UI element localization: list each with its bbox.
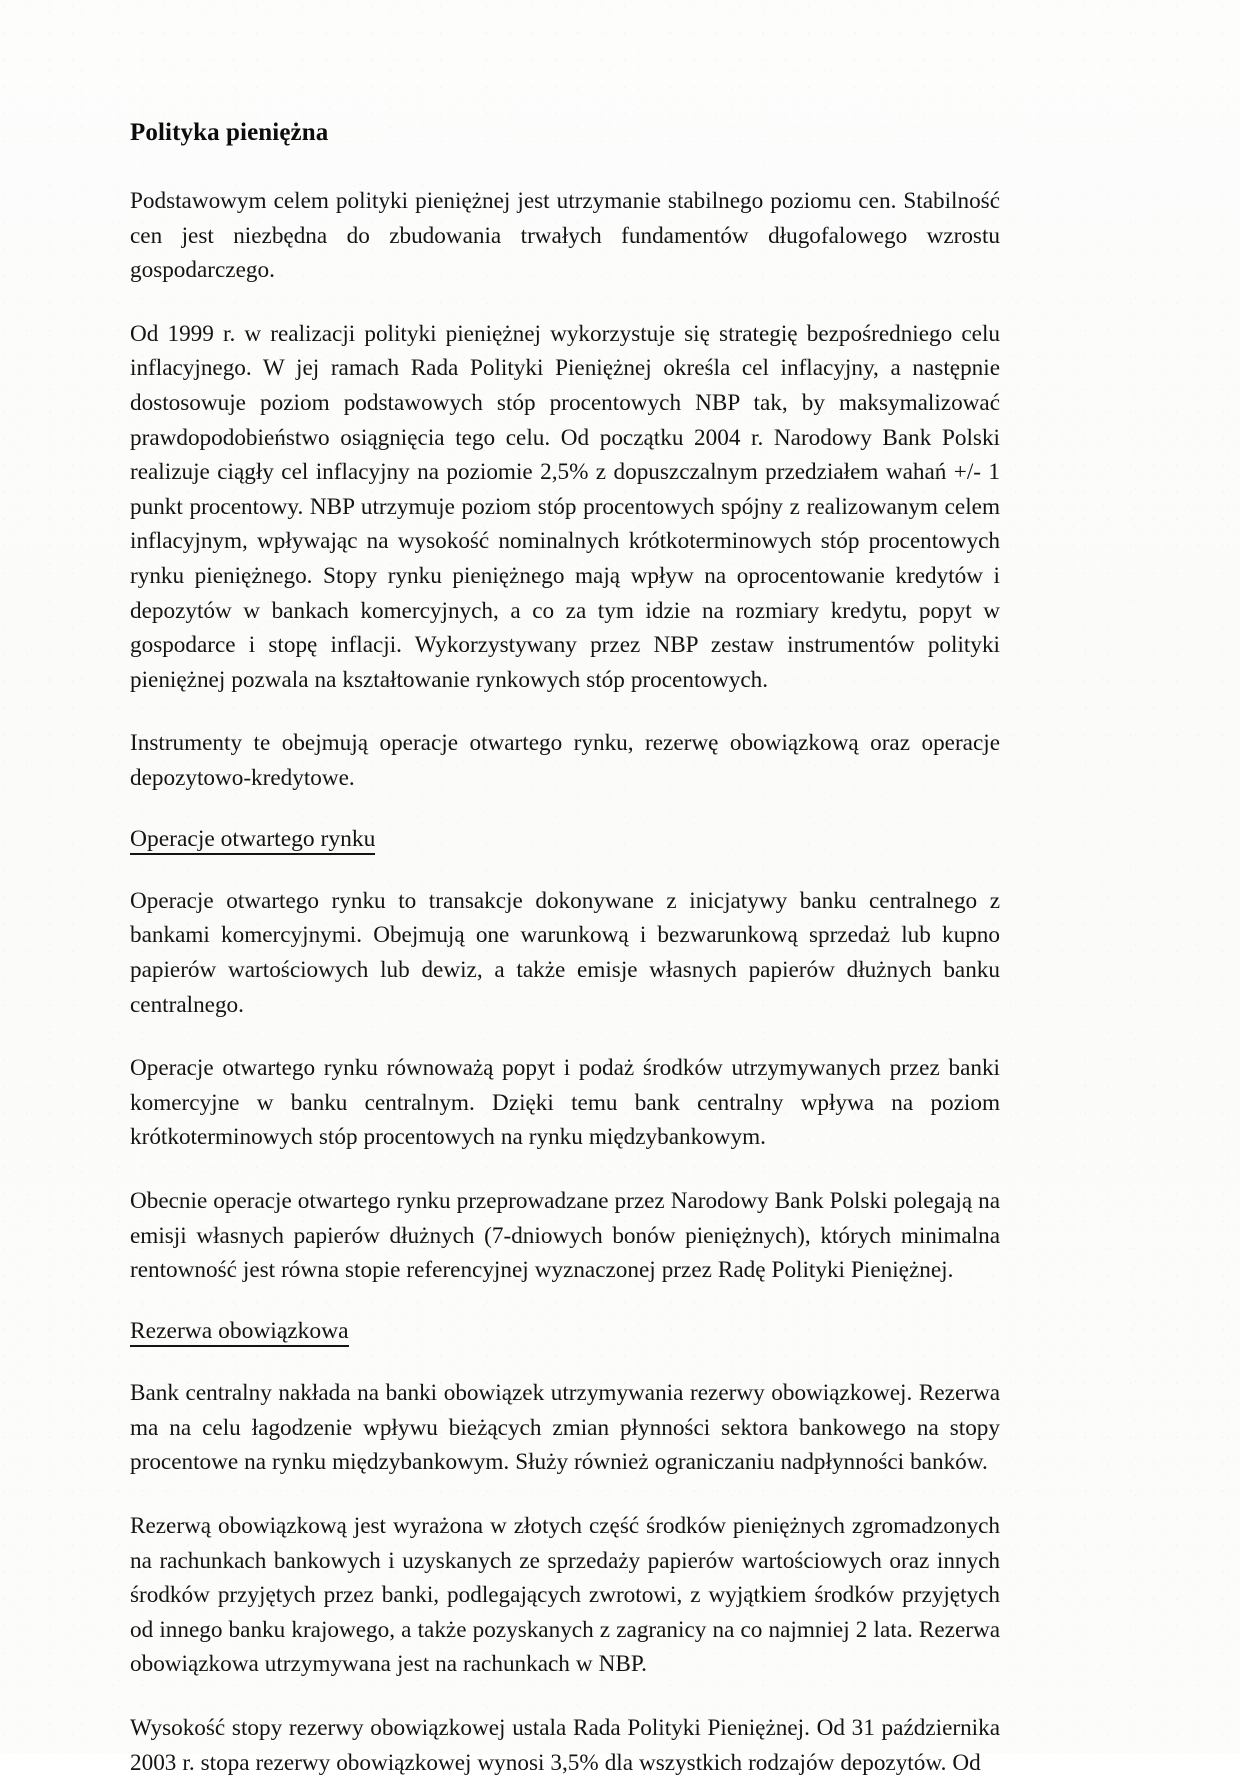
paragraph-reserve-purpose: Bank centralny nakłada na banki obowiązek utrzymywania rezerwy obowiązkowej. Rezerwa ma na celu łagodzenie wpływu bieżących zmian płynności sektora bankowego na stopy procentowe na rynku międzybankowym. Służy również ograniczaniu nadpłynności banków. — [130, 1380, 1000, 1476]
paragraph-inflation-targeting-strategy: Od 1999 r. w realizacji polityki pieniężnej wykorzystuje się strategię bezpośredniego celu inflacyjnego. W jej ramach Rada Polityki Pieniężnej określa cel inflacyjny, a następnie dostosowuje poziom podstawowych stóp procentowych NBP tak, by maksymalizować prawdopodobieństwo osiągnięcia tego celu. Od początku 2004 r. Narodowy Bank Polski realizuje ciągły cel inflacyjny na poziomie 2,5% z dopuszczalnym przedziałem wahań +/- 1 punkt procentowy. NBP utrzymuje poziom stóp procentowych spójny z realizowanym celem inflacyjnym, wpływając na wysokość nominalnych krótkoterminowych stóp procentowych rynku pieniężnego. Stopy rynku pieniężnego mają wpływ na oprocentowanie kredytów i depozytów w bankach komercyjnych, a co za tym idzie na rozmiary kredytu, popyt w gospodarce i stopę inflacji. Wykorzystywany przez NBP zestaw instrumentów polityki pieniężnej pozwala na kształtowanie rynkowych stóp procentowych. — [130, 320, 1000, 693]
paragraph-open-market-definition: Operacje otwartego rynku to transakcje dokonywane z inicjatywy banku centralnego z bankami komercyjnymi. Obejmują one warunkową i bezwarunkową sprzedaż lub kupno papierów wartościowych lub dewiz, a także emisje własnych papierów dłużnych banku centralnego. — [130, 887, 1000, 1018]
section-heading-required-reserve — [130, 1317, 1000, 1346]
paragraph-instruments-overview: Instrumenty te obejmują operacje otwartego rynku, rezerwę obowiązkową oraz operacje depozytowo-kredytowe. — [130, 730, 1000, 791]
section-heading-required-reserve-label: Rezerwa obowiązkowa — [130, 1318, 349, 1347]
paragraph-reserve-definition: Rezerwą obowiązkową jest wyrażona w złotych część środków pieniężnych zgromadzonych na rachunkach bankowych i uzyskanych ze sprzedaży papierów wartościowych oraz innych środków przyjętych przez banki, podlegających zwrotowi, z wyjątkiem środków przyjętych od innego banku krajowego, a także pozyskanych z zagranicy na co najmniej 2 lata. Rezerwa obowiązkowa utrzymywana jest na rachunkach w NBP. — [130, 1512, 1000, 1678]
section-heading-open-market-operations — [130, 825, 1000, 854]
section-heading-open-market-operations-label: Operacje otwartego rynku — [130, 826, 375, 855]
paragraph-reserve-rate: Wysokość stopy rezerwy obowiązkowej ustala Rada Polityki Pieniężnej. Od 31 października 2003 r. stopa rezerwy obowiązkowej wynosi 3,5% dla wszystkich rodzajów depozytów. Od — [130, 1714, 1000, 1776]
paragraph-open-market-current-practice: Obecnie operacje otwartego rynku przeprowadzane przez Narodowy Bank Polski polegają na emisji własnych papierów dłużnych (7-dniowych bonów pieniężnych), których minimalna rentowność jest równa stopie referencyjnej wyznaczonej przez Radę Polityki Pieniężnej. — [130, 1188, 1000, 1284]
page-title: Polityka pieniężna — [130, 119, 329, 146]
paragraph-intro-price-stability: Podstawowym celem polityki pieniężnej jest utrzymanie stabilnego poziomu cen. Stabilność cen jest niezbędna do zbudowania trwałych fundamentów długofalowego wzrostu gospodarczego. — [130, 188, 1000, 284]
paragraph-open-market-balancing: Operacje otwartego rynku równoważą popyt i podaż środków utrzymywanych przez banki komercyjne w banku centralnym. Dzięki temu bank centralny wpływa na poziom krótkoterminowych stóp procentowych na rynku międzybankowym. — [130, 1055, 1000, 1151]
